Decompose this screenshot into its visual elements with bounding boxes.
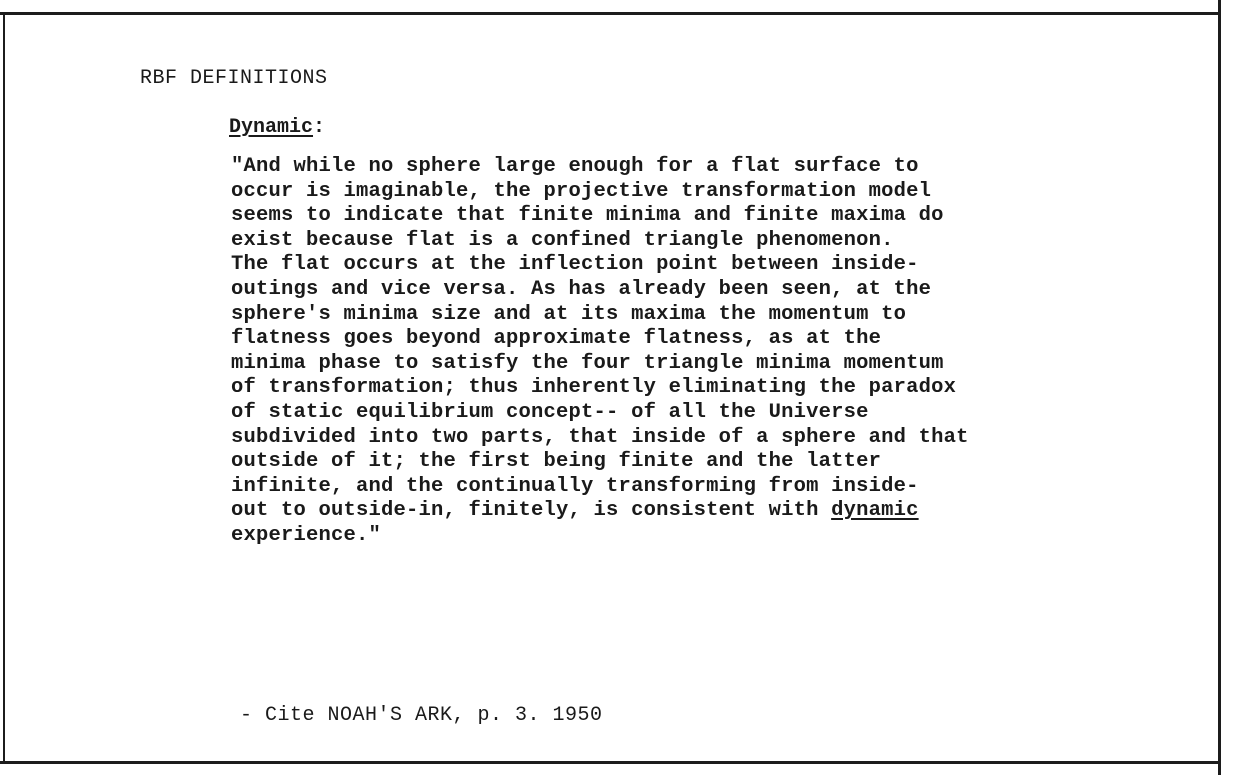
term-title bbox=[229, 116, 325, 139]
right-border bbox=[1218, 0, 1221, 775]
quote-line: sphere's minima size and at its maxima the momentum to bbox=[231, 302, 907, 326]
quote-line: outside of it; the first being finite and the latter bbox=[231, 450, 882, 474]
underlined-dynamic: dynamic bbox=[831, 499, 919, 523]
quote-line bbox=[231, 499, 1111, 524]
quote-line: outings and vice versa. As has already been seen, at the bbox=[231, 277, 932, 301]
quote-line: The flat occurs at the inflection point between inside- bbox=[231, 253, 919, 277]
quote-line: "And while no sphere large enough for a flat surface to bbox=[231, 155, 919, 178]
term-colon: : bbox=[313, 116, 326, 139]
quote-line: minima phase to satisfy the four triangle minima momentum bbox=[231, 351, 944, 375]
top-border bbox=[0, 12, 1220, 15]
quote-line: experience." bbox=[231, 523, 382, 547]
quote-line: seems to indicate that finite minima and finite maxima do bbox=[231, 204, 944, 228]
quote-line: occur is imaginable, the projective transformation model bbox=[231, 179, 932, 203]
section-heading: RBF DEFINITIONS bbox=[140, 67, 328, 90]
quote-line: of static equilibrium concept-- of all the Universe bbox=[231, 400, 869, 424]
left-border bbox=[3, 12, 5, 764]
citation: - Cite NOAH'S ARK, p. 3. 1950 bbox=[240, 704, 603, 727]
bottom-border bbox=[0, 761, 1220, 764]
term-word: Dynamic bbox=[229, 116, 314, 139]
quote-line: subdivided into two parts, that inside of a sphere and that bbox=[231, 425, 969, 449]
quote-line-text: out to outside-in, finitely, is consistent with bbox=[231, 499, 832, 523]
quote-line: infinite, and the continually transforming from inside- bbox=[231, 474, 919, 498]
quote-line: exist because flat is a confined triangle phenomenon. bbox=[231, 228, 894, 252]
quote-line: flatness goes beyond approximate flatness, as at the bbox=[231, 327, 882, 351]
quote-line: of transformation; thus inherently eliminating the paradox bbox=[231, 376, 957, 400]
definition-quote bbox=[231, 155, 1111, 549]
